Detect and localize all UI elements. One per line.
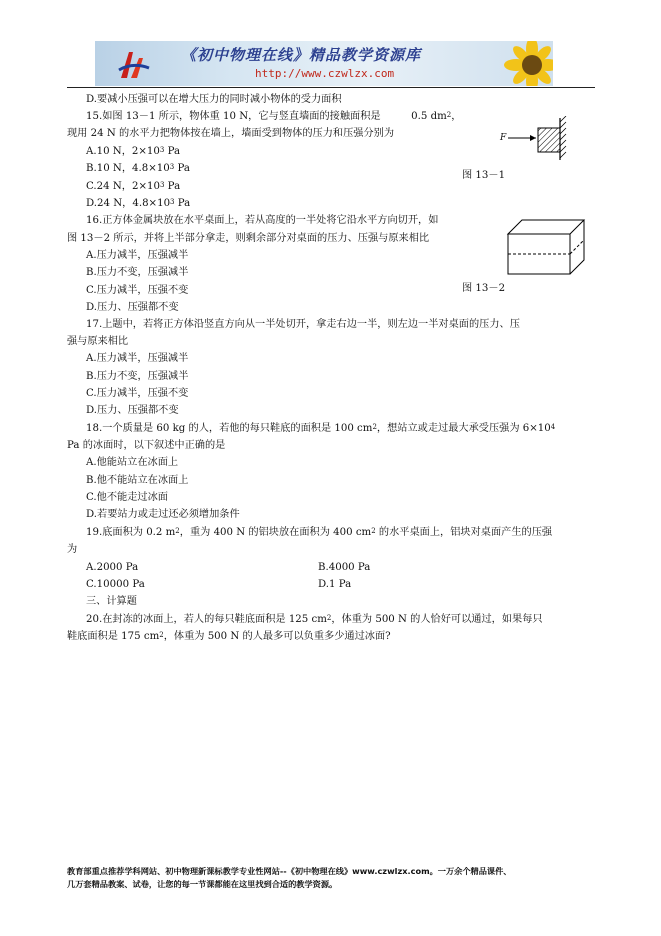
superscript: 2 xyxy=(372,423,377,431)
superscript: 3 xyxy=(170,198,175,206)
text-line xyxy=(86,180,180,194)
footer-line-1: 教育部重点推荐学科网站、初中物理新课标教学专业性网站--《初中物理在线》www.czwlzx.com。一万余个精品课件、 xyxy=(67,866,512,876)
text-run: A.他能站立在冰面上 xyxy=(86,457,179,468)
text-run: Pa 的冰面时，以下叙述中正确的是 xyxy=(67,440,226,451)
text-run: 15.如图 13－1 所示，物体重 10 N，它与竖直墙面的接触面积是 0.5 dm xyxy=(86,111,447,122)
text-run: 20.在封冻的冰面上，若人的每只鞋底面积是 125 cm xyxy=(86,614,327,625)
text-line xyxy=(86,266,188,280)
text-line xyxy=(86,284,188,298)
text-run: C.10000 Pa xyxy=(86,579,145,590)
text-run: ，想站立或走过最大承受压强为 6×10 xyxy=(376,423,551,434)
text-run: C.24 N，2×10 xyxy=(86,181,160,192)
text-run: 现用 24 N 的水平力把物体按在墙上，墙面受到物体的压力和压强分别为 xyxy=(67,128,395,139)
figure-13-2 xyxy=(504,214,588,276)
superscript: 2 xyxy=(446,111,452,119)
text-line xyxy=(86,352,188,366)
text-line xyxy=(86,456,178,470)
text-run: B.他不能站立在冰面上 xyxy=(86,475,189,486)
text-line xyxy=(86,318,520,332)
text-run: 16.正方体金属块放在水平桌面上，若从高度的一半处将它沿水平方向切开，如 xyxy=(86,215,439,226)
text-run: D.24 N，4.8×10 xyxy=(86,198,171,209)
text-line xyxy=(86,145,180,159)
text-line xyxy=(67,232,429,246)
superscript: 3 xyxy=(159,146,165,154)
figure-13-2-caption: 图 13－2 xyxy=(462,283,506,294)
superscript: 4 xyxy=(550,423,556,431)
text-line xyxy=(86,387,188,401)
text-run: A.2000 Pa xyxy=(86,562,139,573)
text-run: 强与原来相比 xyxy=(67,336,129,347)
text-line xyxy=(67,127,394,141)
text-run: ， xyxy=(451,111,462,122)
header-rule xyxy=(67,87,595,88)
superscript: 2 xyxy=(371,527,376,535)
site-logo xyxy=(117,48,151,80)
text-line xyxy=(86,301,179,315)
text-run: C.他不能走过冰面 xyxy=(86,492,168,503)
text-line xyxy=(67,439,225,453)
text-run: D.若要站力或走过还必须增加条件 xyxy=(86,509,240,520)
superscript: 2 xyxy=(326,614,332,622)
text-run: B.压力不变，压强减半 xyxy=(86,371,189,382)
text-run: 为 xyxy=(67,544,78,555)
text-run: D.要减小压强可以在增大压力的同时减小物体的受力面积 xyxy=(86,94,342,105)
text-line xyxy=(86,214,438,228)
header-banner xyxy=(95,41,553,86)
text-line xyxy=(86,404,179,418)
text-line xyxy=(86,491,168,505)
text-run: ，体重为 500 N 的人最多可以负重多少通过冰面? xyxy=(163,631,391,642)
text-run: Pa xyxy=(174,163,190,174)
superscript: 3 xyxy=(159,181,165,189)
text-run: B.4000 Pa xyxy=(318,562,371,573)
text-line xyxy=(86,526,552,540)
text-line xyxy=(86,110,461,124)
text-run: 的水平桌面上，铝块对桌面产生的压强 xyxy=(375,527,553,538)
text-line xyxy=(86,93,342,107)
figure-13-1 xyxy=(496,116,576,162)
force-label: F xyxy=(500,133,507,143)
text-line xyxy=(86,422,555,436)
superscript: 2 xyxy=(175,527,180,535)
text-line xyxy=(86,249,188,263)
force-arrow-head xyxy=(530,135,536,141)
text-run: C.压力减半，压强不变 xyxy=(86,285,189,296)
text-run: A.10 N，2×10 xyxy=(86,146,160,157)
text-line xyxy=(67,543,77,557)
text-run: Pa xyxy=(174,198,191,209)
text-run: D.压力、压强都不变 xyxy=(86,405,179,416)
superscript: 3 xyxy=(169,163,175,171)
text-run: 鞋底面积是 175 cm xyxy=(67,631,160,642)
footer-line-2: 几万套精品教案、试卷，让您的每一节课都能在这里找到合适的教学资源。 xyxy=(67,879,338,889)
text-line xyxy=(318,578,351,592)
text-run: 18.一个质量是 60 kg 的人，若他的每只鞋底的面积是 100 cm xyxy=(86,423,373,434)
text-run: C.压力减半，压强不变 xyxy=(86,388,189,399)
text-run: D.压力、压强都不变 xyxy=(86,302,179,313)
text-run: ，重为 400 N 的铝块放在面积为 400 cm xyxy=(179,527,372,538)
figure-13-1-caption: 图 13－1 xyxy=(462,170,506,181)
text-line xyxy=(86,508,240,522)
text-run: D.1 Pa xyxy=(318,579,352,590)
text-run: 19.底面积为 0.2 m xyxy=(86,527,176,538)
text-line xyxy=(86,595,137,609)
text-line xyxy=(86,474,188,488)
text-run: B.压力不变，压强减半 xyxy=(86,267,189,278)
banner-title: 《初中物理在线》精品教学资源库 xyxy=(181,46,422,64)
sunflower-image xyxy=(497,41,553,86)
banner-url[interactable]: http://www.czwlzx.com xyxy=(255,67,395,80)
text-line xyxy=(86,162,190,176)
text-line xyxy=(86,561,138,575)
text-run: A.压力减半，压强减半 xyxy=(86,353,189,364)
superscript: 2 xyxy=(159,631,164,639)
text-line xyxy=(86,613,543,627)
text-line xyxy=(86,370,188,384)
text-line xyxy=(318,561,370,575)
text-line xyxy=(86,197,190,211)
text-run: Pa xyxy=(164,146,181,157)
text-run: A.压力减半，压强减半 xyxy=(86,250,189,261)
text-run: 17.上题中，若将正方体沿竖直方向从一半处切开，拿走右边一半，则左边一半对桌面的压力、压 xyxy=(86,319,520,330)
text-run: 图 13－2 所示，并将上半部分拿走，则剩余部分对桌面的压力、压强与原来相比 xyxy=(67,233,430,244)
text-line xyxy=(67,630,391,644)
text-run: ，体重为 500 N 的人恰好可以通过，如果每只 xyxy=(331,614,543,625)
text-run: B.10 N，4.8×10 xyxy=(86,163,170,174)
block xyxy=(538,128,560,152)
text-run: 三、计算题 xyxy=(86,596,137,607)
text-line xyxy=(67,335,128,349)
text-line xyxy=(86,578,145,592)
text-run: Pa xyxy=(164,181,181,192)
